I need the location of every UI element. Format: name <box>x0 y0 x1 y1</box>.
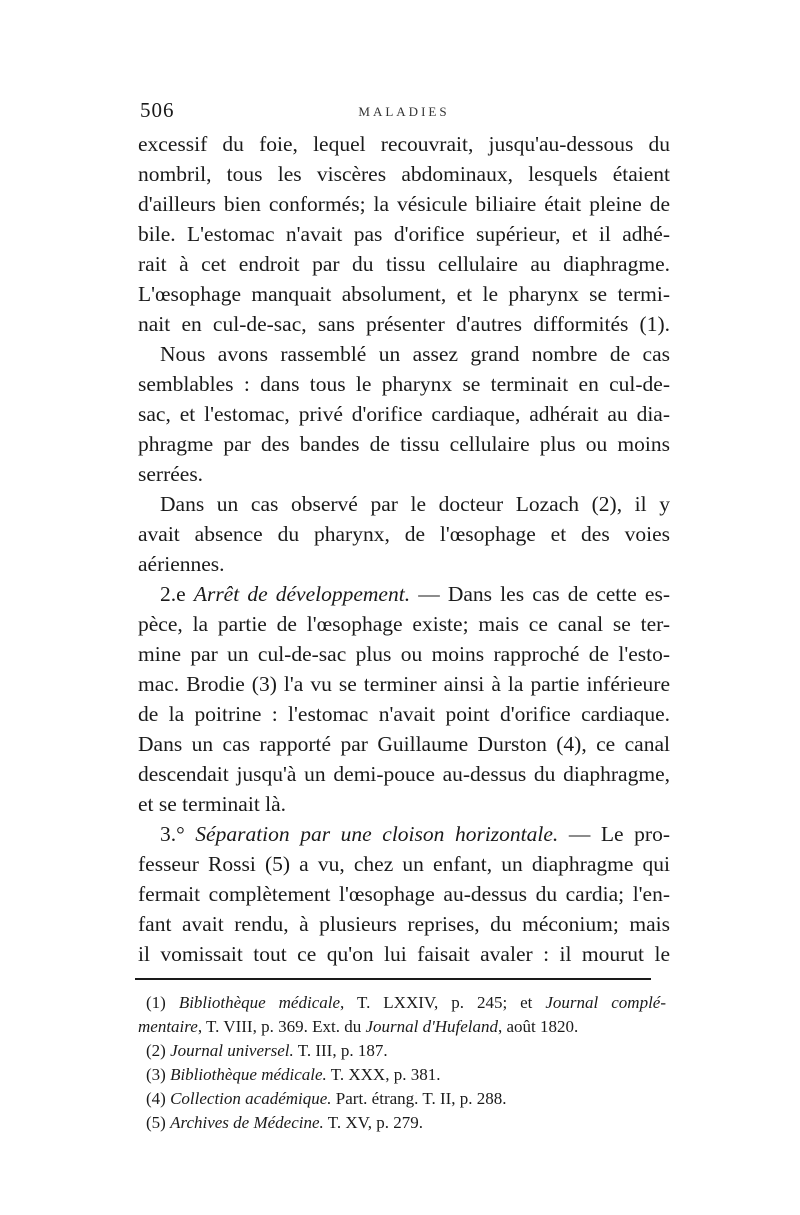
footnote-source: Archives de Médecine. <box>170 1113 324 1132</box>
footnote-text: Part. étrang. T. II, p. 288. <box>331 1089 507 1108</box>
section-number: 2.e <box>160 582 194 606</box>
body-line-text: — Le pro- <box>558 822 670 846</box>
body-line: Dans un cas rapporté par Guillaume Durston (4), ce canal <box>138 732 670 756</box>
body-line: L'œsophage manquait absolument, et le pharynx se termi- <box>138 282 670 306</box>
body-line: pèce, la partie de l'œsophage existe; mais ce canal se ter- <box>138 612 670 636</box>
body-line: phragme par des bandes de tissu cellulaire plus ou moins <box>138 432 670 456</box>
footnote-number: (2) <box>146 1041 171 1060</box>
body-line-indented <box>138 490 670 520</box>
running-title: MALADIES <box>358 104 450 119</box>
footnote-text: T. III, p. 187. <box>293 1041 388 1060</box>
footnote-text: T. XV, p. 279. <box>323 1113 423 1132</box>
body-line: fesseur Rossi (5) a vu, chez un enfant, un diaphragme qui <box>138 852 670 876</box>
body-line: semblables : dans tous le pharynx se terminait en cul-de- <box>138 372 670 396</box>
footnote-text: , T. VIII, p. 369. Ext. du <box>197 1017 366 1036</box>
section-title: Séparation par une cloison horizontale. <box>195 822 559 846</box>
body-line: descendait jusqu'à un demi-pouce au-dessus du diaphragme, <box>138 762 670 786</box>
footnote-number: (1) <box>146 993 179 1012</box>
body-line: et se terminait là. <box>138 792 287 816</box>
body-line: nombril, tous les viscères abdominaux, lesquels étaient <box>138 162 670 186</box>
footnote-source: mentaire <box>138 1017 198 1036</box>
footnote-source: Collection académique. <box>170 1089 332 1108</box>
body-line: d'ailleurs bien conformés; la vésicule biliaire était pleine de <box>138 192 670 216</box>
body-line: avait absence du pharynx, de l'œsophage et des voies <box>138 522 670 546</box>
footnote-number: (4) <box>146 1089 171 1108</box>
body-line: mac. Brodie (3) l'a vu se terminer ainsi à la partie inférieure <box>138 672 670 696</box>
body-line: rait à cet endroit par du tissu cellulaire au diaphragme. <box>138 252 670 276</box>
footnote-text: , août 1820. <box>498 1017 579 1036</box>
page-header <box>138 98 670 128</box>
body-line: il vomissait tout ce qu'on lui faisait avaler : il mourut le <box>138 942 670 966</box>
body-line: fant avait rendu, à plusieurs reprises, du méconium; mais <box>138 912 670 936</box>
body-line: fermait complètement l'œsophage au-dessus du cardia; l'en- <box>138 882 670 906</box>
footnote-text: , T. LXXIV, p. 245; et <box>340 993 546 1012</box>
body-line: aériennes. <box>138 552 225 576</box>
footnote-source: Bibliothèque médicale. <box>170 1065 327 1084</box>
page-number: 506 <box>140 98 175 122</box>
body-line-text: Dans un cas observé par le docteur Lozach (2), il y <box>160 492 670 516</box>
body-line: nait en cul-de-sac, sans présenter d'autres difformités (1). <box>138 312 670 336</box>
footnote-5 <box>146 1112 666 1136</box>
footnote-1 <box>146 992 666 1016</box>
footnote-1-continued <box>138 1016 666 1040</box>
body-line: bile. L'estomac n'avait pas d'orifice supérieur, et il adhé- <box>138 222 670 246</box>
footnote-2 <box>146 1040 666 1064</box>
body-line: serrées. <box>138 462 204 486</box>
section-number: 3.° <box>160 822 196 846</box>
section-heading-line <box>138 820 670 850</box>
footnote-3 <box>146 1064 666 1088</box>
body-line-text: Nous avons rassemblé un assez grand nombre de cas <box>160 342 670 366</box>
footnote-source: Journal complé- <box>545 993 667 1012</box>
body-line: mine par un cul-de-sac plus ou moins rapproché de l'esto- <box>138 642 670 666</box>
section-heading-line <box>138 580 670 610</box>
footnote-source: Bibliothèque médicale <box>178 993 341 1012</box>
body-line-text: — Dans les cas de cette es- <box>410 582 670 606</box>
section-title: Arrêt de développement. <box>193 582 411 606</box>
body-line: sac, et l'estomac, privé d'orifice cardiaque, adhérait au dia- <box>138 402 670 426</box>
footnote-rule <box>135 978 651 980</box>
footnote-text: T. XXX, p. 381. <box>326 1065 441 1084</box>
body-line-indented <box>138 340 670 370</box>
body-line: de la poitrine : l'estomac n'avait point d'orifice cardiaque. <box>138 702 670 726</box>
footnote-number: (5) <box>146 1113 171 1132</box>
footnote-source: Journal d'Hufeland <box>365 1017 498 1036</box>
footnote-source: Journal universel. <box>170 1041 294 1060</box>
footnote-number: (3) <box>146 1065 171 1084</box>
footnote-4 <box>146 1088 666 1112</box>
body-line: excessif du foie, lequel recouvrait, jusqu'au-dessous du <box>138 132 670 156</box>
